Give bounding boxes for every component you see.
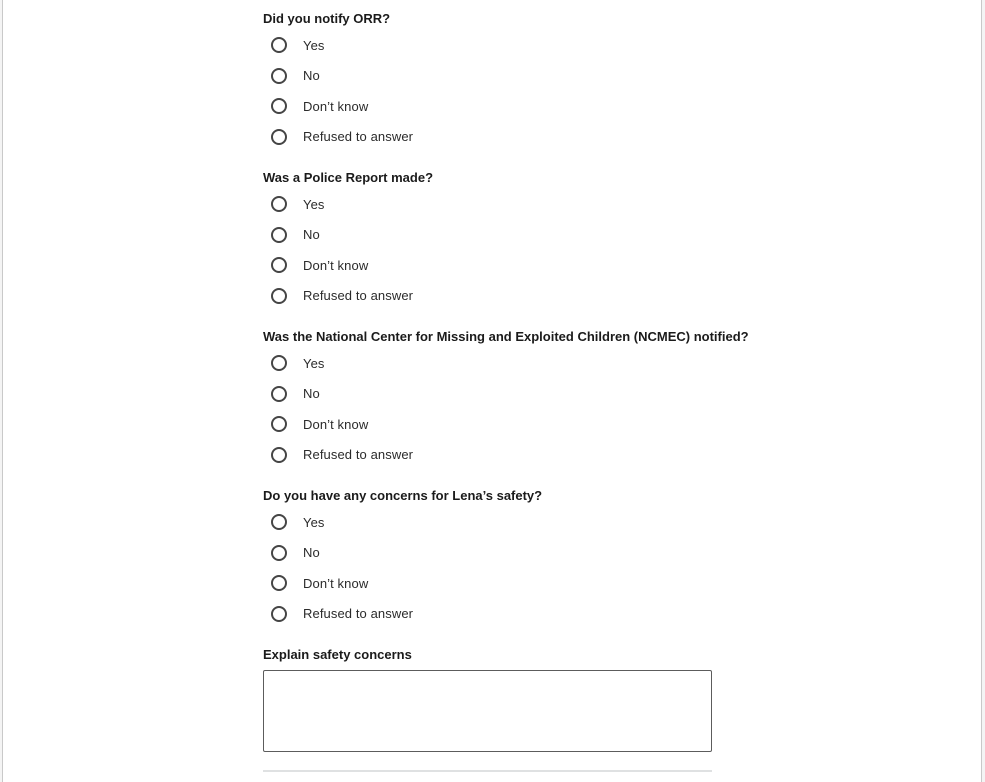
page-container xyxy=(2,0,982,782)
option-label: Yes xyxy=(303,514,325,530)
question-label: Was a Police Report made? xyxy=(263,170,434,185)
radio-option-refused[interactable] xyxy=(263,122,723,153)
radio-option-yes[interactable] xyxy=(263,507,723,538)
explain-safety-concerns-textarea[interactable] xyxy=(263,670,712,752)
explain-safety-concerns-label: Explain safety concerns xyxy=(263,647,412,662)
radio-option-no[interactable] xyxy=(263,220,723,251)
radio-option-dont-know[interactable] xyxy=(263,568,723,599)
option-label: Yes xyxy=(303,37,325,53)
radio-option-no[interactable] xyxy=(263,538,723,569)
option-label: No xyxy=(303,227,320,243)
radio-circle-icon[interactable] xyxy=(271,288,287,304)
option-label: No xyxy=(303,545,320,561)
option-label: Refused to answer xyxy=(303,288,414,304)
radio-option-refused[interactable] xyxy=(263,440,723,471)
radio-option-refused[interactable] xyxy=(263,281,723,312)
explain-safety-concerns-group xyxy=(263,644,723,752)
radio-circle-icon[interactable] xyxy=(271,37,287,53)
option-label: Refused to answer xyxy=(303,129,414,145)
question-ncmec-notified xyxy=(263,326,749,485)
radio-option-no[interactable] xyxy=(263,61,723,92)
radio-circle-icon[interactable] xyxy=(271,447,287,463)
section-divider xyxy=(263,770,712,772)
radio-circle-icon[interactable] xyxy=(271,257,287,273)
option-label: Refused to answer xyxy=(303,606,414,622)
radio-circle-icon[interactable] xyxy=(271,606,287,622)
radio-option-dont-know[interactable] xyxy=(263,409,723,440)
safety-form xyxy=(263,8,749,772)
option-label: Don’t know xyxy=(303,416,369,432)
radio-option-dont-know[interactable] xyxy=(263,91,723,122)
radio-option-no[interactable] xyxy=(263,379,723,410)
question-safety-concerns xyxy=(263,485,723,644)
question-label: Did you notify ORR? xyxy=(263,11,391,26)
radio-circle-icon[interactable] xyxy=(271,416,287,432)
option-label: Don’t know xyxy=(303,98,369,114)
radio-circle-icon[interactable] xyxy=(271,227,287,243)
radio-option-dont-know[interactable] xyxy=(263,250,723,281)
question-police-report xyxy=(263,167,723,326)
radio-circle-icon[interactable] xyxy=(271,98,287,114)
radio-circle-icon[interactable] xyxy=(271,514,287,530)
option-label: Don’t know xyxy=(303,575,369,591)
question-label: Was the National Center for Missing and Exploited Children (NCMEC) notified? xyxy=(263,329,749,344)
radio-circle-icon[interactable] xyxy=(271,545,287,561)
radio-circle-icon[interactable] xyxy=(271,196,287,212)
radio-circle-icon[interactable] xyxy=(271,575,287,591)
option-label: Yes xyxy=(303,196,325,212)
option-label: Yes xyxy=(303,355,325,371)
option-label: Refused to answer xyxy=(303,447,414,463)
question-label: Do you have any concerns for Lena’s safety? xyxy=(263,488,543,503)
option-label: No xyxy=(303,68,320,84)
radio-option-yes[interactable] xyxy=(263,348,723,379)
radio-option-refused[interactable] xyxy=(263,599,723,630)
option-label: Don’t know xyxy=(303,257,369,273)
radio-circle-icon[interactable] xyxy=(271,386,287,402)
radio-option-yes[interactable] xyxy=(263,30,723,61)
radio-circle-icon[interactable] xyxy=(271,129,287,145)
radio-circle-icon[interactable] xyxy=(271,355,287,371)
radio-circle-icon[interactable] xyxy=(271,68,287,84)
radio-option-yes[interactable] xyxy=(263,189,723,220)
question-notify-orr xyxy=(263,8,723,167)
option-label: No xyxy=(303,386,320,402)
